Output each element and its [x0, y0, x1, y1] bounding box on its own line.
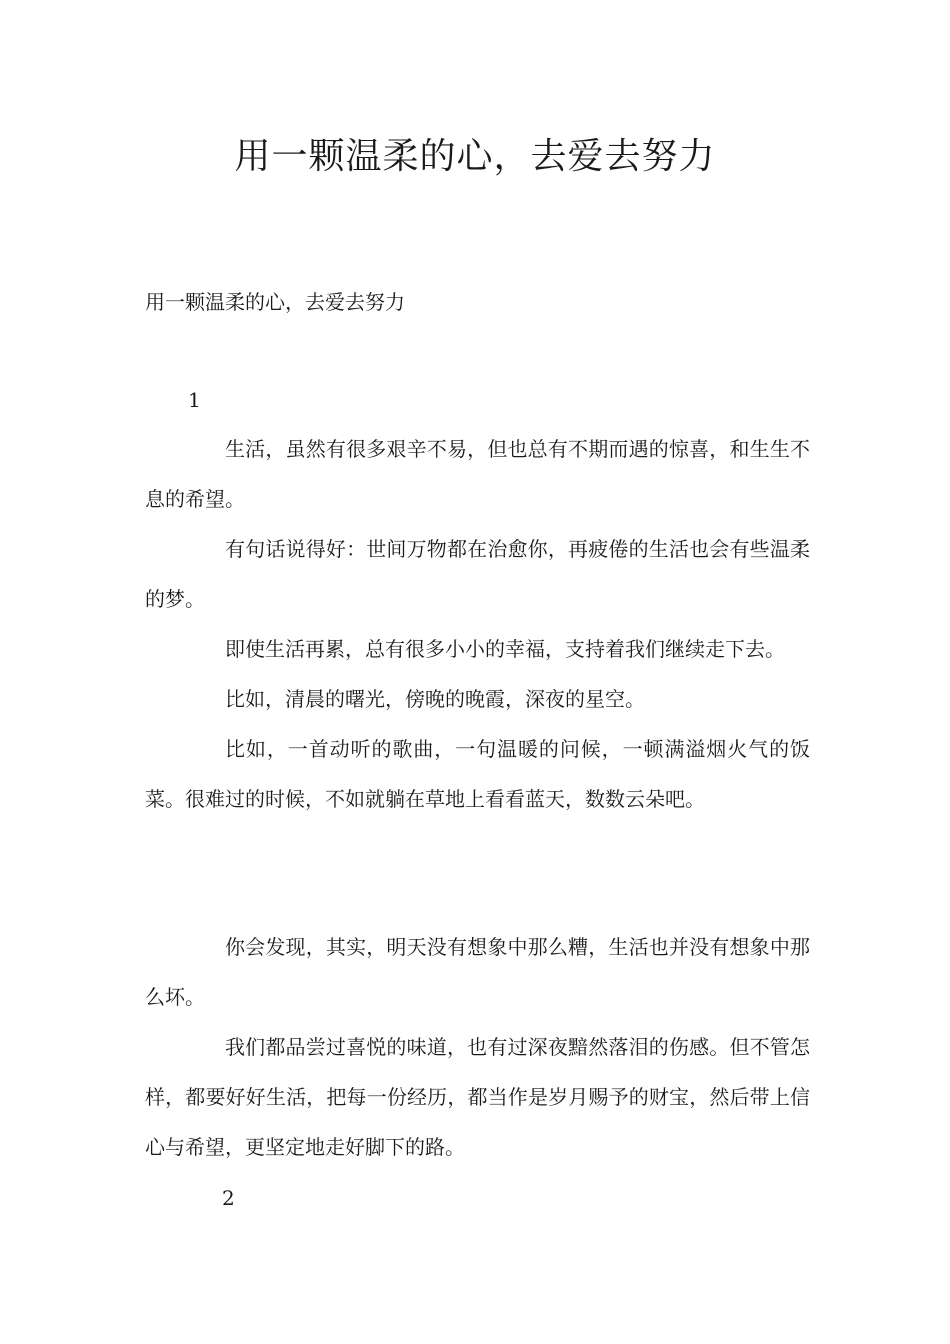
- paragraph: 我们都品尝过喜悦的味道，也有过深夜黯然落泪的伤感。但不管怎样，都要好好生活，把每一份经历，都当作是岁月赐予的财宝，然后带上信心与希望，更坚定地走好脚下的路。: [145, 1035, 810, 1159]
- paragraph: 比如，清晨的曙光，傍晚的晚霞，深夜的星空。: [225, 687, 645, 711]
- section-number-1: 1: [188, 388, 201, 412]
- document-subtitle: 用一颗温柔的心，去爱去努力: [145, 290, 405, 314]
- paragraph: 有句话说得好：世间万物都在治愈你，再疲倦的生活也会有些温柔的梦。: [145, 537, 810, 611]
- section-1-body-a: [145, 424, 810, 824]
- document-title: 用一颗温柔的心，去爱去努力: [234, 136, 716, 177]
- paragraph: 比如，一首动听的歌曲，一句温暖的问候，一顿满溢烟火气的饭菜。很难过的时候，不如就躺在草地上看看蓝天，数数云朵吧。: [145, 737, 810, 811]
- section-number-2: 2: [222, 1186, 235, 1210]
- paragraph: 即使生活再累，总有很多小小的幸福，支持着我们继续走下去。: [225, 637, 785, 661]
- paragraph: 生活，虽然有很多艰辛不易，但也总有不期而遇的惊喜，和生生不息的希望。: [145, 437, 810, 511]
- paragraph: 你会发现，其实，明天没有想象中那么糟，生活也并没有想象中那么坏。: [145, 935, 810, 1009]
- section-1-body-b: [145, 922, 810, 1172]
